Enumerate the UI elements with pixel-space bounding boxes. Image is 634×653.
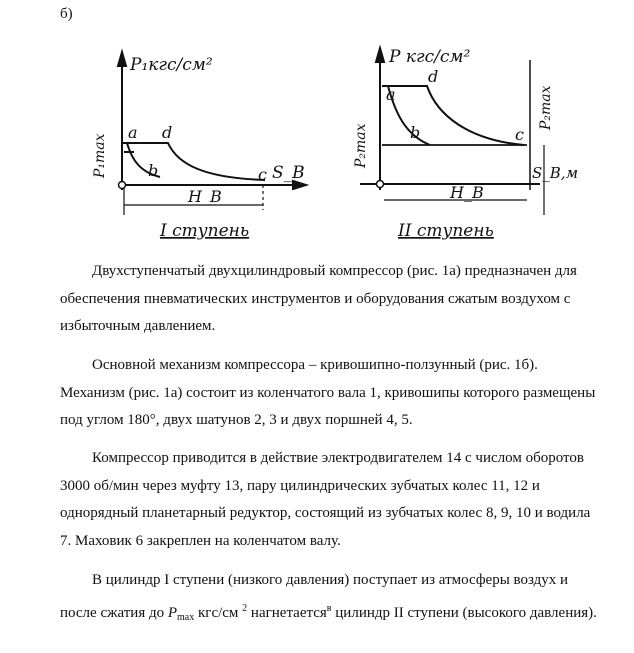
left-pmax-label: P₁max xyxy=(92,133,108,178)
paragraph-2 xyxy=(60,352,600,435)
left-compression-curve xyxy=(122,143,265,180)
left-s-label: S_B xyxy=(272,163,305,183)
left-point-d: d xyxy=(162,123,173,142)
left-y-arrow xyxy=(118,52,126,66)
unit-text: кгс/см xyxy=(194,604,243,621)
right-pmax-right: P₂max xyxy=(538,85,554,130)
unit-sup: 2 xyxy=(242,602,248,614)
pmax-sub: max xyxy=(177,611,195,623)
right-origin xyxy=(377,181,384,188)
right-y-label: P кгс/см² xyxy=(389,47,471,67)
pmax-var: P xyxy=(167,604,178,621)
right-caption: II ступень xyxy=(398,221,494,241)
right-compression-curve xyxy=(382,86,524,145)
right-y-arrow xyxy=(376,48,384,62)
right-s-label: S_B,м xyxy=(532,164,579,182)
right-point-a: a xyxy=(386,85,396,104)
left-y-label: P₁кгс/см² xyxy=(130,55,213,75)
figure-label: б) xyxy=(60,6,73,22)
paragraph-3 xyxy=(60,445,600,555)
right-point-b: b xyxy=(410,123,421,142)
paragraph-3-text: Компрессор приводится в действие электродвигателем 14 с числом оборотов 3000 об/мин через муфту 13, пару цилиндрических зубчатых колес 11, 12 и однорядный планетарный редуктор, состоящий из зубчатых колес 8, 9, 10 и водила 7. Маховик 6 закреплен на коленчатом валу. xyxy=(60,450,591,549)
left-origin xyxy=(119,182,126,189)
left-point-b: b xyxy=(148,161,159,180)
paragraph-1 xyxy=(60,258,600,341)
left-point-a: a xyxy=(128,123,138,142)
right-pmax-left: P₂max xyxy=(353,123,369,168)
left-stroke-label: H_B xyxy=(188,187,222,206)
paragraph-4-text-mid: нагнетается xyxy=(247,604,327,621)
paragraph-1-text: Двухступенчатый двухцилиндровый компрессор (рис. 1а) предназначен для обеспечения пневматических инструментов и оборудования сжатым воздухом с избыточным давлением. xyxy=(60,263,577,334)
paragraph-2-text: Основной механизм компрессора – кривошипно-ползунный (рис. 1б). Механизм (рис. 1а) состоит из коленчатого вала 1, кривошипы которого размещены под углом 180°, двух шатунов 2, 3 и двух поршней 4, 5. xyxy=(60,357,596,428)
paragraph-4 xyxy=(60,567,600,631)
paragraph-4-text-b: цилиндр II ступени (высокого давления). xyxy=(331,604,597,621)
paragraph-4-text-a: В цилиндр I ступени (низкого давления) поступает из атмосферы воздух и после сжатия до xyxy=(60,572,569,621)
left-caption: I ступень xyxy=(160,221,250,241)
left-point-c: c xyxy=(258,165,267,184)
right-point-d: d xyxy=(428,67,439,86)
right-point-c: c xyxy=(515,125,524,144)
stray-sup: в xyxy=(326,602,332,614)
right-stroke-label: H_B xyxy=(450,183,484,202)
pv-diagrams xyxy=(0,0,634,250)
